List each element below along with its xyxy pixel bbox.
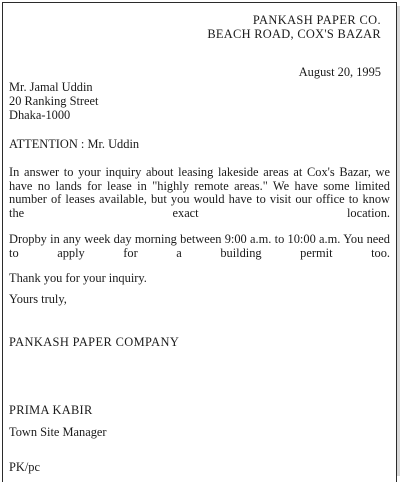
recipient-name: Mr. Jamal Uddin bbox=[9, 80, 93, 94]
body-paragraph-3: Thank you for your inquiry. bbox=[9, 271, 147, 285]
signature-company: PANKASH PAPER COMPANY bbox=[9, 335, 180, 349]
attention-line: ATTENTION : Mr. Uddin bbox=[9, 137, 140, 151]
recipient-street: 20 Ranking Street bbox=[9, 94, 99, 108]
letterhead-address: BEACH ROAD, COX'S BAZAR bbox=[207, 27, 381, 41]
reference-initials: PK/pc bbox=[9, 460, 40, 474]
body-paragraph-1: In answer to your inquiry about leasing lakeside areas at Cox's Bazar, we have no lands for lease in "highly remote areas." We have some limited number of leases available, but you would have to visit our office to know the exact location. bbox=[9, 165, 390, 221]
letterhead-company: PANKASH PAPER CO. bbox=[252, 13, 381, 27]
letter-date: August 20, 1995 bbox=[298, 65, 381, 79]
signatory-name: PRIMA KABIR bbox=[9, 403, 93, 417]
closing-line: Yours truly, bbox=[9, 292, 67, 306]
recipient-city: Dhaka-1000 bbox=[9, 108, 71, 122]
body-paragraph-2: Dropby in any week day morning between 9:00 a.m. to 10:00 a.m. You need to apply for a building permit too. bbox=[9, 232, 390, 260]
signatory-title: Town Site Manager bbox=[9, 425, 107, 439]
page-edge-shadow bbox=[397, 6, 400, 476]
